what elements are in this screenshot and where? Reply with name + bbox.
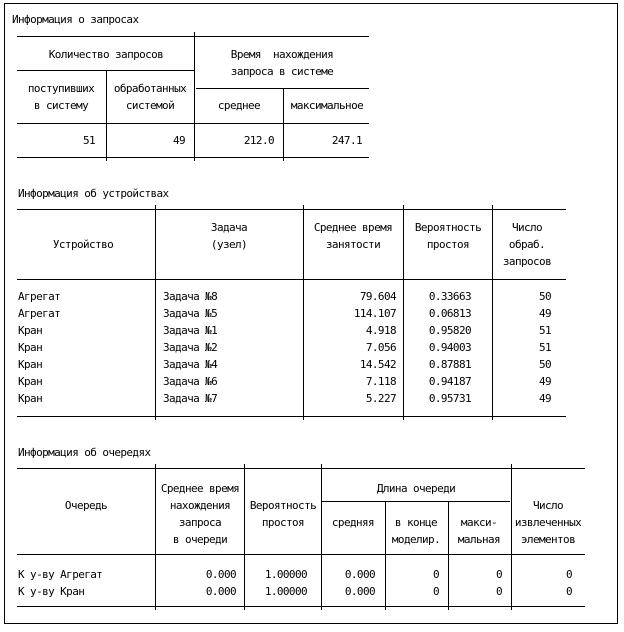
device-count: 50 — [538, 358, 551, 371]
device-task: Задача №8 — [163, 290, 218, 303]
devices-task-header: Задача — [210, 221, 248, 234]
requests-processed-header: системой — [125, 99, 175, 112]
device-idle: 0.94003 — [428, 341, 471, 354]
requests-avg-header: среднее — [217, 99, 261, 112]
device-busy: 14.542 — [359, 358, 396, 371]
requests-avg-value: 212.0 — [243, 134, 274, 147]
device-count: 51 — [538, 341, 551, 354]
queue-len-end: 0 — [432, 568, 439, 581]
devices-count-header: запросов — [502, 255, 552, 268]
queues-wait-header: в очереди — [172, 533, 228, 546]
device-task: Задача №1 — [163, 324, 218, 337]
device-idle: 0.06813 — [428, 307, 471, 320]
queues-extracted-header: элементов — [520, 533, 576, 546]
queues-len-avg-header: средняя — [331, 516, 375, 529]
requests-max-value: 247.1 — [331, 134, 362, 147]
queue-wait: 0.000 — [205, 568, 236, 581]
queue-len-max: 0 — [495, 568, 502, 581]
requests-processed-header: обработанных — [113, 82, 187, 95]
device-busy: 114.107 — [353, 307, 396, 320]
device-count: 49 — [538, 375, 551, 388]
device-idle: 0.95731 — [428, 392, 471, 405]
requests-max-header: максимальное — [290, 99, 364, 112]
device-count: 51 — [538, 324, 551, 337]
devices-idle-header: Вероятность — [414, 221, 482, 234]
requests-arrived-value: 51 — [82, 134, 95, 147]
requests-time-header: запроса в системе — [230, 65, 334, 78]
devices-busy-header: занятости — [325, 238, 381, 251]
queue-idle: 1.00000 — [264, 568, 307, 581]
queues-len-end-header: моделир. — [391, 533, 441, 546]
queues-wait-header: нахождения — [169, 499, 231, 512]
devices-idle-header: простоя — [426, 238, 470, 251]
device-name: Кран — [18, 375, 43, 388]
queues-len-max-header: мальная — [457, 533, 501, 546]
device-count: 49 — [538, 307, 551, 320]
queues-extracted-header: Число — [532, 499, 564, 512]
device-idle: 0.33663 — [428, 290, 471, 303]
report-frame — [4, 3, 618, 624]
queues-len-end-header: в конце — [394, 516, 438, 529]
queue-extracted: 0 — [565, 585, 572, 598]
device-name: Агрегат — [18, 290, 61, 303]
queues-idle-header: простоя — [261, 516, 305, 529]
device-count: 50 — [538, 290, 551, 303]
queue-len-end: 0 — [432, 585, 439, 598]
requests-arrived-header: поступивших — [27, 82, 95, 95]
queues-wait-header: Среднее время — [160, 482, 240, 495]
queue-idle: 1.00000 — [264, 585, 307, 598]
queues-idle-header: Вероятность — [249, 499, 317, 512]
requests-title: Информация о запросах — [12, 13, 139, 26]
device-busy: 7.056 — [365, 341, 396, 354]
queues-title: Информация об очередях — [18, 446, 151, 459]
devices-title: Информация об устройствах — [18, 187, 169, 200]
queues-length-header: Длина очереди — [376, 482, 456, 495]
queue-len-avg: 0.000 — [344, 568, 375, 581]
device-busy: 5.227 — [365, 392, 396, 405]
device-name: Кран — [18, 392, 43, 405]
queues-name-header: Очередь — [64, 499, 108, 512]
device-task: Задача №2 — [163, 341, 218, 354]
device-name: Кран — [18, 358, 43, 371]
device-idle: 0.87881 — [428, 358, 471, 371]
device-task: Задача №6 — [163, 375, 218, 388]
requests-count-header: Количество запросов — [48, 48, 164, 61]
devices-device-header: Устройство — [52, 238, 114, 251]
device-count: 49 — [538, 392, 551, 405]
queue-len-max: 0 — [495, 585, 502, 598]
requests-time-header: Время нахождения — [230, 48, 334, 61]
queue-len-avg: 0.000 — [344, 585, 375, 598]
device-busy: 79.604 — [359, 290, 396, 303]
queues-extracted-header: извлеченных — [514, 516, 582, 529]
device-name: Кран — [18, 324, 43, 337]
queues-len-max-header: макси- — [460, 516, 498, 529]
device-task: Задача №7 — [163, 392, 218, 405]
device-name: Кран — [18, 341, 43, 354]
queue-extracted: 0 — [565, 568, 572, 581]
device-task: Задача №5 — [163, 307, 218, 320]
device-name: Агрегат — [18, 307, 61, 320]
devices-busy-header: Среднее время — [313, 221, 393, 234]
devices-count-header: обраб. — [508, 238, 546, 251]
requests-processed-value: 49 — [172, 134, 185, 147]
device-task: Задача №4 — [163, 358, 218, 371]
requests-arrived-header: в систему — [33, 99, 89, 112]
device-busy: 7.118 — [365, 375, 396, 388]
device-busy: 4.918 — [365, 324, 396, 337]
queue-name: К у-ву Агрегат — [18, 568, 103, 581]
queue-name: К у-ву Кран — [18, 585, 85, 598]
device-idle: 0.94187 — [428, 375, 471, 388]
devices-count-header: Число — [511, 221, 543, 234]
device-idle: 0.95820 — [428, 324, 471, 337]
queues-wait-header: запроса — [178, 516, 222, 529]
devices-task-header: (узел) — [210, 238, 248, 251]
queue-wait: 0.000 — [205, 585, 236, 598]
